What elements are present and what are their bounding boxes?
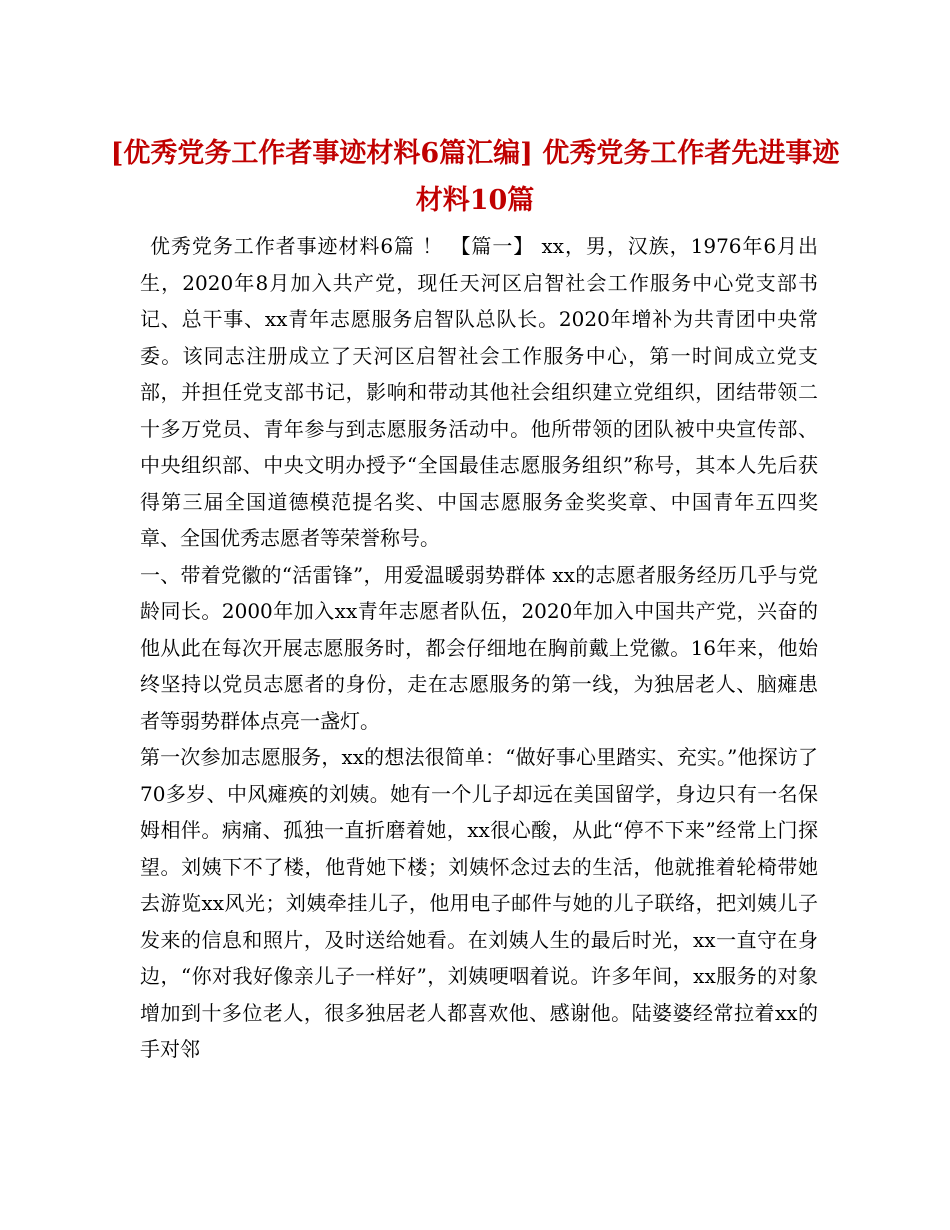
document-body — [140, 228, 818, 1068]
paragraph-section-one: 一、带着党徽的“活雷锋”，用爱温暖弱势群体 xx的志愿者服务经历几乎与党龄同长。2000年加入xx青年志愿者队伍，2020年加入中国共产党，兴奋的他从此在每次开展志愿服务时，都会仔细地在胸前戴上党徽。16年来，他始终坚持以党员志愿者的身份，走在志愿服务的第一线，为独居老人、脑瘫患者等弱势群体点亮一盏灯。 — [140, 562, 818, 733]
document-title: [优秀党务工作者事迹材料6篇汇编] 优秀党务工作者先进事迹材料10篇 — [110, 138, 840, 216]
paragraph-volunteer-story: 第一次参加志愿服务，xx的想法很简单：“做好事心里踏实、充实。”他探访了70多岁、中风瘫痪的刘姨。她有一个儿子却远在美国留学，身边只有一名保姆相伴。病痛、孤独一直折磨着她，xx很心酸，从此“停不下来”经常上门探望。刘姨下不了楼，他背她下楼；刘姨怀念过去的生活，他就推着轮椅带她去游览xx风光；刘姨牵挂儿子，他用电子邮件与她的儿子联络，把刘姨儿子发来的信息和照片，及时送给她看。在刘姨人生的最后时光，xx一直守在身边，“你对我好像亲儿子一样好”，刘姨哽咽着说。许多年间，xx服务的对象增加到十多位老人，很多独居老人都喜欢他、感谢他。陆婆婆经常拉着xx的手对邻 — [140, 745, 818, 1061]
paragraph-intro: 优秀党务工作者事迹材料6篇 ！ 【篇一】 xx，男，汉族，1976年6月出生，2020年8月加入共产党，现任天河区启智社会工作服务中心党支部书记、总干事、xx青年志愿服务启智队总队长。2020年增补为共青团中央常委。该同志注册成立了天河区启智社会工作服务中心，第一时间成立党支部，并担任党支部书记，影响和带动其他社会组织建立党组织，团结带领二十多万党员、青年参与到志愿服务活动中。他所带领的团队被中央宣传部、中央组织部、中央文明办授予“全国最佳志愿服务组织”称号，其本人先后获得第三届全国道德模范提名奖、中国志愿服务金奖奖章、中国青年五四奖章、全国优秀志愿者等荣誉称号。 — [140, 234, 818, 550]
